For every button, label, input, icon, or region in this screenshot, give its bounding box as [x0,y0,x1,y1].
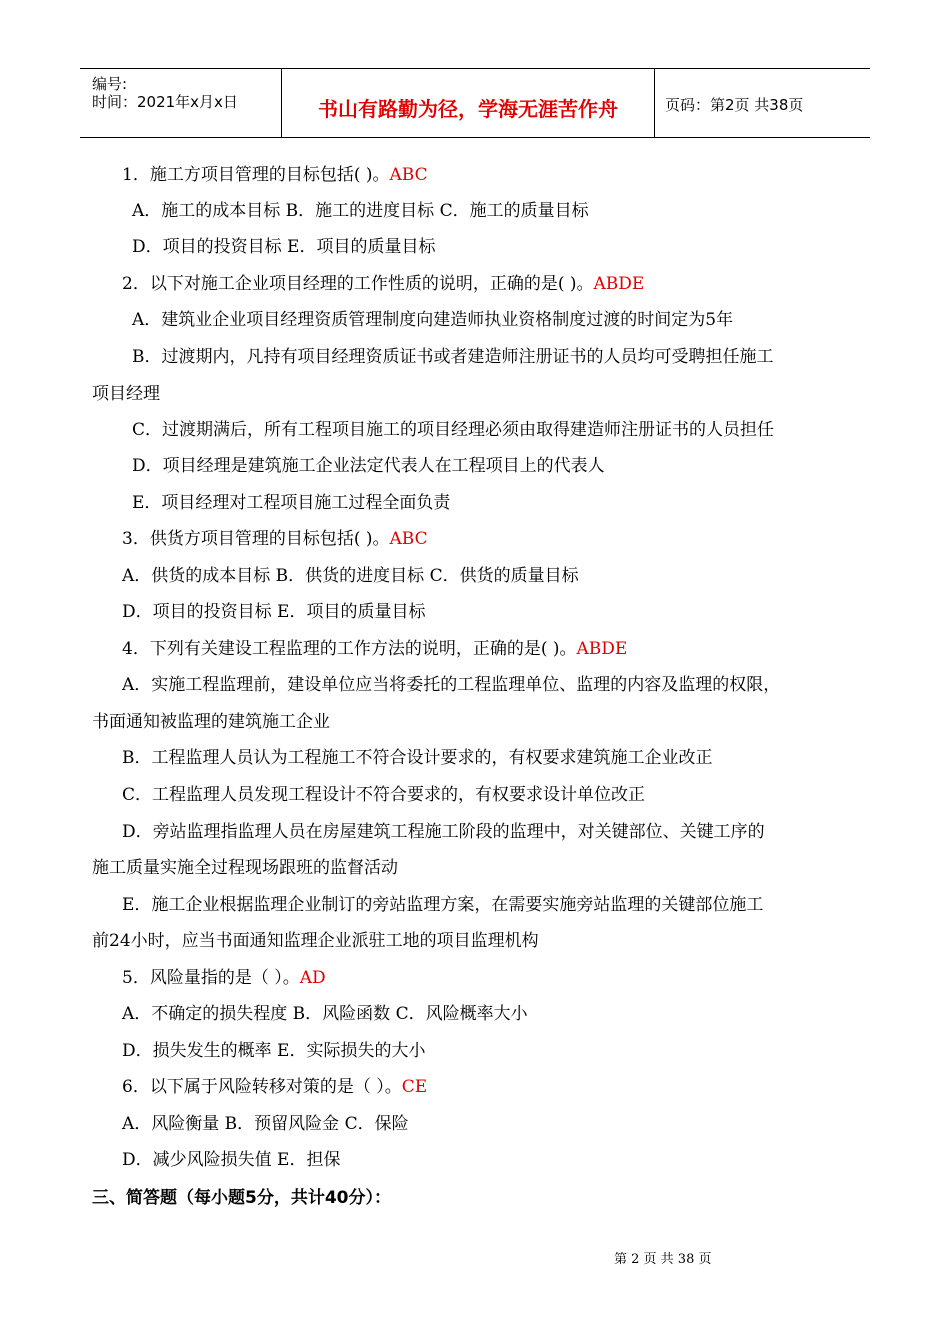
time-label: 时间：2021年x月x日 [92,93,238,111]
line-text: 书面通知被监理的建筑施工企业 [92,712,330,732]
line-text: 5．风险量指的是（ ）。 [122,968,300,988]
line-text: C．过渡期满后，所有工程项目施工的项目经理必须由取得建造师注册证书的人员担任 [132,420,775,440]
question-line [92,853,398,878]
question-line [132,488,450,513]
header-page-cell [655,69,870,137]
question-line [132,196,589,221]
question-line [122,963,326,988]
question-line [132,305,733,330]
answer-key: AD [299,968,326,988]
line-text: 1．施工方项目管理的目标包括( )。 [122,165,390,185]
page-header [80,68,870,138]
question-line [122,561,579,586]
line-text: D．减少风险损失值 E．担保 [122,1150,341,1170]
question-line [122,1109,409,1134]
question-line [132,451,605,476]
line-text: D．项目的投资目标 E．项目的质量目标 [122,602,426,622]
motto: 书山有路勤为径，学海无涯苦作舟 [318,97,618,121]
answer-key: ABC [389,529,428,549]
answer-key: ABDE [593,274,645,294]
question-line [132,342,774,367]
question-line [122,999,528,1024]
question-line [92,707,330,732]
line-text: 项目经理 [92,384,160,404]
question-line [122,670,780,695]
question-line [122,890,763,915]
line-text: E．项目经理对工程项目施工过程全面负责 [132,493,451,513]
line-text: B．工程监理人员认为工程施工不符合设计要求的，有权要求建筑施工企业改正 [122,748,713,768]
question-line [122,780,645,805]
question-line [122,1145,340,1170]
answer-key: ABC [389,165,428,185]
line-text: 4．下列有关建设工程监理的工作方法的说明，正确的是( )。 [122,639,577,659]
answer-key: CE [401,1077,428,1097]
line-text: 3．供货方项目管理的目标包括( )。 [122,529,390,549]
answer-key: ABDE [576,639,628,659]
header-meta-cell [80,69,282,137]
question-line [132,415,774,440]
page-info: 页码：第2页 共38页 [665,96,804,114]
number-label: 编号: [92,75,128,93]
line-text: D．损失发生的概率 E．实际损失的大小 [122,1041,426,1061]
footer-page-number: 第 2 页 共 38 页 [614,1252,712,1267]
question-line [92,379,160,404]
question-line [122,269,644,294]
line-text: 前24小时，应当书面通知监理企业派驻工地的项目监理机构 [92,931,539,951]
line-text: C．工程监理人员发现工程设计不符合要求的，有权要求设计单位改正 [122,785,646,805]
line-text: D．旁站监理指监理人员在房屋建筑工程施工阶段的监理中，对关键部位、关键工序的 [122,822,765,842]
question-line [122,160,428,185]
question-line [122,634,627,659]
line-text: A．不确定的损失程度 B．风险函数 C．风险概率大小 [122,1004,528,1024]
question-line [122,817,765,842]
line-text: A．风险衡量 B．预留风险金 C．保险 [122,1114,409,1134]
line-text: 施工质量实施全过程现场跟班的监督活动 [92,858,398,878]
header-motto-cell [282,69,655,137]
section-title: 三、简答题（每小题5分，共计40分）： [92,1188,391,1208]
line-text: A．供货的成本目标 B．供货的进度目标 C．供货的质量目标 [122,566,579,586]
question-line [132,232,435,257]
question-line [122,524,428,549]
line-text: A．建筑业企业项目经理资质管理制度向建造师执业资格制度过渡的时间定为5年 [132,310,734,330]
question-line [122,597,425,622]
line-text: D．项目经理是建筑施工企业法定代表人在工程项目上的代表人 [132,456,605,476]
question-line [122,743,713,768]
line-text: A．施工的成本目标 B．施工的进度目标 C．施工的质量目标 [132,201,589,221]
line-text: 2．以下对施工企业项目经理的工作性质的说明，正确的是( )。 [122,274,594,294]
line-text: E．施工企业根据监理企业制订的旁站监理方案，在需要实施旁站监理的关键部位施工 [122,895,764,915]
line-text: A．实施工程监理前，建设单位应当将委托的工程监理单位、监理的内容及监理的权限， [122,675,781,695]
question-line [92,926,539,951]
question-line [122,1072,427,1097]
question-line [122,1036,425,1061]
line-text: 6．以下属于风险转移对策的是（ ）。 [122,1077,402,1097]
line-text: D．项目的投资目标 E．项目的质量目标 [132,237,436,257]
line-text: B．过渡期内，凡持有项目经理资质证书或者建造师注册证书的人员均可受聘担任施工 [132,347,774,367]
